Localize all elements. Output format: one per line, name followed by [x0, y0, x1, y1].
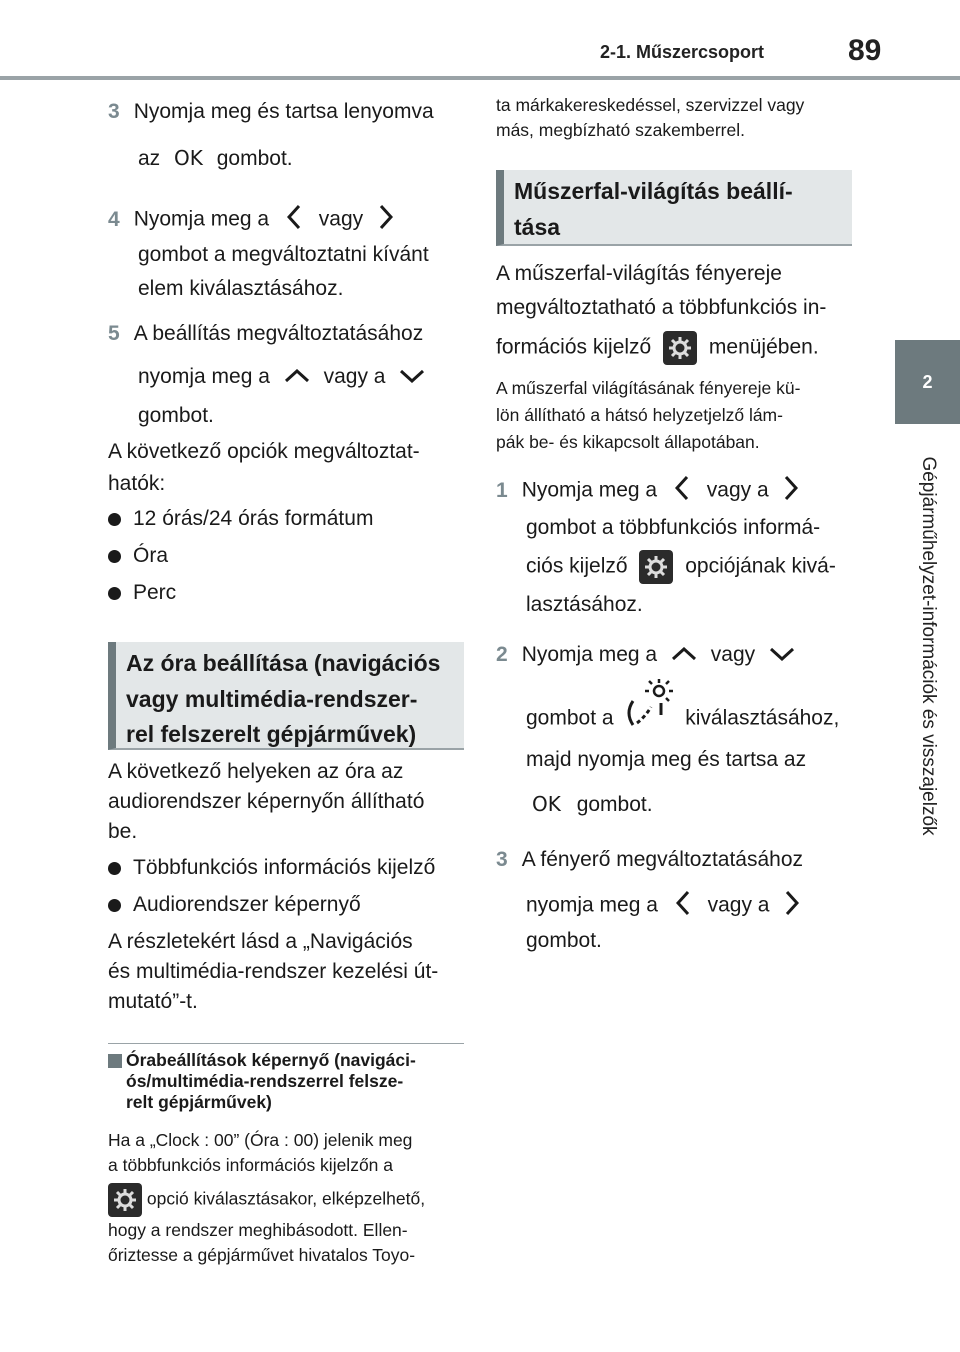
brightness-icon	[623, 679, 673, 735]
paragraph-line: megváltoztatható a többfunkciós in-	[496, 296, 827, 319]
bullet-icon	[108, 513, 121, 526]
note-line: Ha a „Clock : 00” (Óra : 00) jelenik meg	[108, 1130, 413, 1150]
chevron-left-icon	[287, 204, 301, 236]
continued-line: ta márkakereskedéssel, szervizzel vagy	[496, 95, 805, 115]
option-item	[108, 581, 176, 605]
list-item	[108, 856, 435, 880]
chevron-right-icon	[784, 475, 798, 507]
step-text: nyomja meg a	[138, 365, 270, 388]
note-title-line: relt gépjárművek)	[126, 1092, 272, 1112]
chevron-down-icon	[769, 643, 795, 667]
paragraph-line: be.	[108, 820, 138, 843]
step-text: opciójának kivá-	[685, 554, 836, 578]
step-number: 5	[108, 322, 120, 345]
paragraph-line-with-icon	[496, 331, 819, 365]
list-text: Audiorendszer képernyő	[133, 893, 361, 916]
step-text: gombot.	[576, 793, 653, 816]
step-number: 3	[496, 848, 508, 871]
chevron-down-icon	[399, 365, 425, 389]
chevron-left-icon	[675, 475, 689, 507]
step-number: 2	[496, 643, 508, 666]
paragraph-text: formációs kijelző	[496, 335, 652, 359]
header-rule	[0, 76, 960, 80]
section-title: 2-1. Műszercsoport	[600, 42, 765, 62]
step-text: gombot.	[216, 147, 293, 170]
step-text: vagy a	[707, 893, 770, 917]
step-text: Nyomja meg a	[133, 207, 270, 231]
step-text: A beállítás megváltoztatásához	[133, 322, 424, 345]
paragraph-text: menüjében.	[708, 335, 819, 359]
r-step-2-line-3: majd nyomja meg és tartsa az	[526, 748, 807, 771]
step-number: 1	[496, 478, 508, 502]
note-title	[108, 1050, 416, 1113]
continued-line: más, megbízható szakemberrel.	[496, 120, 745, 140]
small-note-line: pák be- és kikapcsolt állapotában.	[496, 432, 760, 452]
chapter-number: 2	[922, 372, 933, 392]
settings-gear-icon	[663, 331, 697, 365]
ok-button-icon: OK	[532, 792, 561, 816]
option-item	[108, 544, 168, 568]
square-bullet-icon	[108, 1054, 122, 1068]
r-step-3-line-1	[496, 848, 803, 872]
note-title-line: Órabeállítások képernyő (navigáci-	[126, 1050, 416, 1070]
option-text: Óra	[133, 544, 169, 567]
note-divider	[108, 1043, 464, 1044]
small-note-line: lön állítható a hátsó helyzetjelző lám-	[496, 405, 783, 425]
r-step-1-line-3	[526, 550, 836, 584]
step-4-line-2: gombot a megváltoztatni kívánt	[138, 243, 429, 266]
paragraph-line: mutató”-t.	[108, 990, 198, 1013]
step-number: 4	[108, 207, 120, 231]
paragraph-line: A műszerfal-világítás fényereje	[496, 262, 782, 285]
options-intro-2: hatók:	[108, 472, 166, 495]
step-5-line-1	[108, 322, 423, 346]
page-number: 89	[848, 34, 882, 67]
r-step-1-line-2: gombot a többfunkciós informá-	[526, 516, 821, 539]
step-text: ciós kijelző	[526, 554, 628, 578]
step-text: az	[138, 147, 161, 170]
settings-gear-icon	[108, 1183, 142, 1217]
heading-line: rel felszerelt gépjárművek)	[126, 721, 417, 748]
note-text: opció kiválasztásakor, elképzelhető,	[146, 1188, 426, 1209]
chapter-side-label-box	[895, 424, 960, 868]
ok-button-icon: OK	[174, 146, 203, 170]
r-step-1-line-1	[496, 475, 808, 507]
step-5-line-3: gombot.	[138, 404, 214, 427]
heading-line: Műszerfal-világítás beállí-	[514, 178, 793, 204]
chevron-left-icon	[676, 890, 690, 922]
step-text: nyomja meg a	[526, 893, 658, 917]
r-step-1-line-4: lasztásához.	[526, 593, 643, 616]
bullet-icon	[108, 587, 121, 600]
note-line: hogy a rendszer meghibásodott. Ellen-	[108, 1220, 408, 1240]
chevron-right-icon	[379, 204, 393, 236]
step-text: Nyomja meg és tartsa lenyomva	[133, 100, 434, 123]
note-title-line: ós/multimédia-rendszerrel felsze-	[126, 1071, 404, 1091]
step-text: vagy a	[706, 478, 769, 502]
chapter-tab	[895, 340, 960, 424]
chevron-up-icon	[284, 365, 310, 389]
list-item	[108, 893, 361, 917]
step-text: vagy a	[323, 365, 386, 388]
section-heading-dash-lighting	[496, 170, 852, 246]
heading-line: tása	[514, 213, 561, 240]
paragraph-line: A következő helyeken az óra az	[108, 760, 404, 783]
step-text: Nyomja meg a	[521, 643, 658, 666]
note-line: a többfunkciós információs kijelzőn a	[108, 1155, 394, 1175]
paragraph-line: audiorendszer képernyőn állítható	[108, 790, 425, 813]
option-text: Perc	[133, 581, 177, 604]
r-step-2-line-1	[496, 643, 803, 667]
step-4-line-3: elem kiválasztásához.	[138, 277, 344, 300]
note-line-with-icon	[108, 1183, 425, 1217]
option-item	[108, 507, 373, 531]
paragraph-line: és multimédia-rendszer kezelési út-	[108, 960, 439, 983]
step-3-line-2	[138, 146, 293, 171]
settings-gear-icon	[639, 550, 673, 584]
heading-line: Az óra beállítása (navigációs	[126, 650, 441, 676]
list-text: Többfunkciós információs kijelző	[133, 856, 436, 879]
bullet-icon	[108, 862, 121, 875]
section-heading-clock	[108, 642, 464, 750]
r-step-2-line-2	[526, 703, 839, 735]
chevron-up-icon	[671, 643, 697, 667]
step-text: A fényerő megváltoztatásához	[521, 848, 804, 871]
r-step-3-line-3: gombot.	[526, 929, 602, 952]
option-text: 12 órás/24 órás formátum	[133, 507, 374, 530]
small-note-line: A műszerfal világításának fényereje kü-	[496, 378, 801, 398]
options-intro-1: A következő opciók megváltoztat-	[108, 440, 420, 463]
step-3-line-1	[108, 100, 434, 124]
step-text: vagy	[318, 207, 364, 231]
chapter-label: Gépjárműhelyzet-információk és visszajelzők	[917, 456, 939, 836]
step-text: Nyomja meg a	[521, 478, 658, 502]
bullet-icon	[108, 899, 121, 912]
r-step-3-line-2	[526, 890, 809, 922]
paragraph-line: A részletekért lásd a „Navigációs	[108, 930, 413, 953]
note-line: őriztesse a gépjárművet hivatalos Toyo-	[108, 1245, 416, 1265]
chevron-right-icon	[785, 890, 799, 922]
r-step-2-line-4	[526, 792, 653, 817]
bullet-icon	[108, 550, 121, 563]
step-number: 3	[108, 100, 120, 123]
step-text: vagy	[710, 643, 756, 666]
step-text: kiválasztásához,	[685, 706, 840, 730]
step-text: gombot a	[526, 706, 614, 730]
heading-line: vagy multimédia-rendszer-	[126, 685, 418, 712]
step-5-line-2	[138, 365, 433, 389]
step-4-line-1	[108, 204, 403, 236]
